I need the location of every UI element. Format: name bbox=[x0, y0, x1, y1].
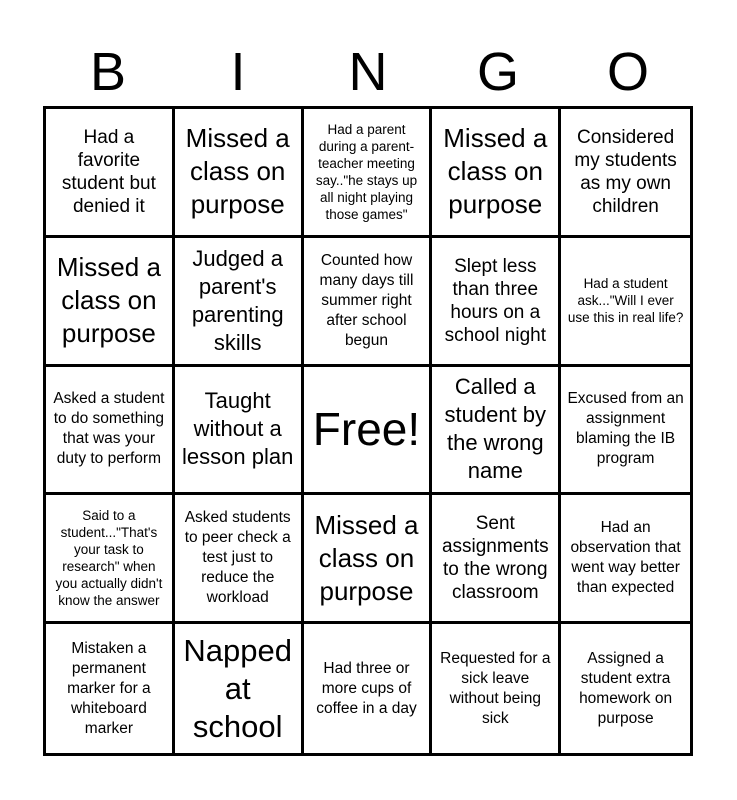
header-letter-i: I bbox=[230, 42, 246, 102]
bingo-free-space[interactable]: Free! bbox=[304, 367, 433, 496]
bingo-cell[interactable]: Missed a class on purpose bbox=[432, 109, 561, 238]
bingo-cell[interactable]: Taught without a lesson plan bbox=[175, 367, 304, 496]
bingo-cell[interactable]: Asked students to peer check a test just to reduce the workload bbox=[175, 495, 304, 624]
bingo-board bbox=[43, 106, 693, 756]
bingo-cell[interactable]: Mistaken a permanent marker for a whiteboard marker bbox=[46, 624, 175, 753]
header-letter-n: N bbox=[348, 42, 388, 102]
bingo-cell[interactable]: Judged a parent's parenting skills bbox=[175, 238, 304, 367]
bingo-cell[interactable]: Had an observation that went way better than expected bbox=[561, 495, 690, 624]
bingo-cell[interactable]: Excused from an assignment blaming the IB program bbox=[561, 367, 690, 496]
bingo-cell[interactable]: Counted how many days till summer right after school begun bbox=[304, 238, 433, 367]
bingo-cell[interactable]: Missed a class on purpose bbox=[175, 109, 304, 238]
header-letter-g: G bbox=[476, 42, 519, 102]
bingo-cell[interactable]: Said to a student..."That's your task to research" when you actually didn't know the answer bbox=[46, 495, 175, 624]
bingo-cell[interactable]: Called a student by the wrong name bbox=[432, 367, 561, 496]
bingo-cell[interactable]: Napped at school bbox=[175, 624, 304, 753]
header-letter-b: B bbox=[89, 42, 127, 102]
bingo-cell[interactable]: Had a favorite student but denied it bbox=[46, 109, 175, 238]
bingo-cell[interactable]: Asked a student to do something that was your duty to perform bbox=[46, 367, 175, 496]
bingo-cell[interactable]: Assigned a student extra homework on purpose bbox=[579, 649, 673, 727]
bingo-header bbox=[43, 38, 693, 106]
bingo-cell[interactable]: Had a parent during a parent-teacher meeting say.."he stays up all night playing those games" bbox=[304, 109, 433, 238]
bingo-cell[interactable]: Had a student ask..."Will I ever use this in real life? bbox=[561, 238, 690, 367]
bingo-cell[interactable]: Considered my students as my own children bbox=[561, 109, 690, 238]
header-letter-o: O bbox=[606, 42, 649, 102]
bingo-cell[interactable]: Missed a class on purpose bbox=[46, 238, 175, 367]
bingo-cell[interactable]: Missed a class on purpose bbox=[304, 495, 433, 624]
bingo-cell[interactable]: Slept less than three hours on a school night bbox=[432, 238, 561, 367]
bingo-cell[interactable]: Had three or more cups of coffee in a day bbox=[304, 624, 433, 753]
bingo-cell[interactable]: Sent assignments to the wrong classroom bbox=[432, 495, 561, 624]
bingo-cell[interactable]: Requested for a sick leave without being sick bbox=[432, 624, 561, 753]
